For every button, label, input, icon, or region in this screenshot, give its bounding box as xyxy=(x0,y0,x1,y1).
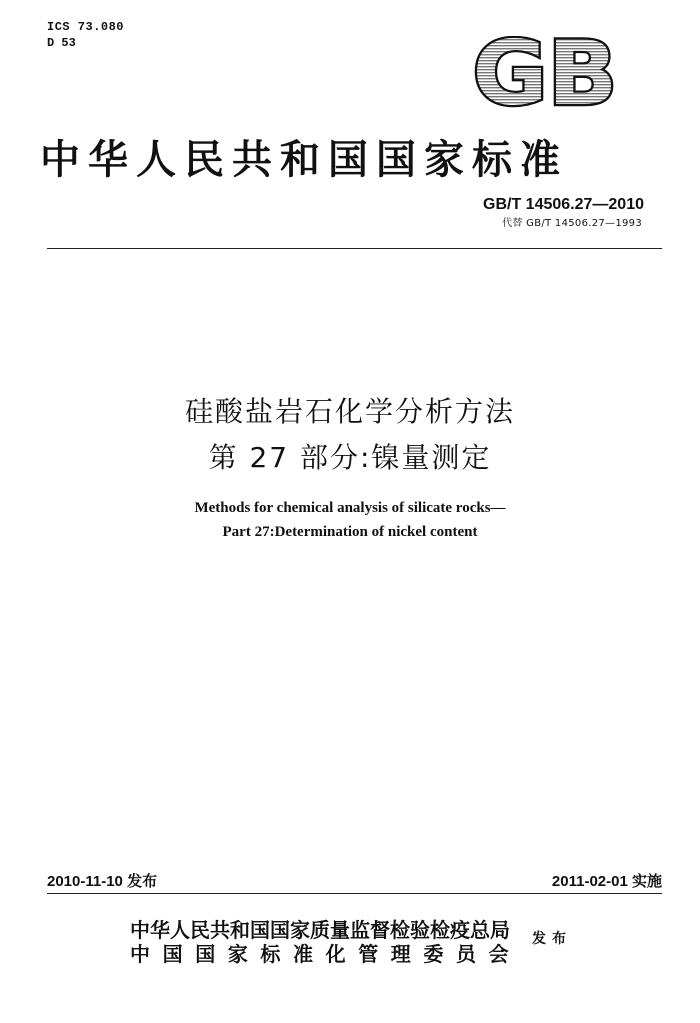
title-chinese-part: 第 27 部分:镍量测定 xyxy=(208,441,492,474)
replaced-standard: 代替 GB/T 14506.27—1993 xyxy=(502,218,642,229)
publisher-aqsiq: 中华人民共和国国家质量监督检验检疫总局 xyxy=(130,918,510,942)
gb-logo xyxy=(470,36,620,111)
implementation-date: 2011-02-01 实施 xyxy=(551,873,662,890)
issue-date: 2010-11-10 发布 xyxy=(47,873,158,890)
header-divider xyxy=(47,248,662,249)
footer-divider xyxy=(47,893,662,894)
ics-code: ICS 73.080 xyxy=(47,20,125,34)
issuing-country-title: 中华人民共和国国家标准 xyxy=(40,136,568,183)
publish-label: 发布 xyxy=(532,931,572,947)
title-english-main: Methods for chemical analysis of silicate rocks— xyxy=(194,500,506,516)
gb-logo-text: GB xyxy=(472,36,618,111)
title-english-part: Part 27:Determination of nickel content xyxy=(222,524,478,540)
publisher-sac: 中国国家标准化管理委员会 xyxy=(130,942,522,966)
standard-number: GB/T 14506.27—2010 xyxy=(483,196,644,213)
classification-code: D 53 xyxy=(47,36,76,50)
title-chinese-main: 硅酸盐岩石化学分析方法 xyxy=(184,395,515,428)
